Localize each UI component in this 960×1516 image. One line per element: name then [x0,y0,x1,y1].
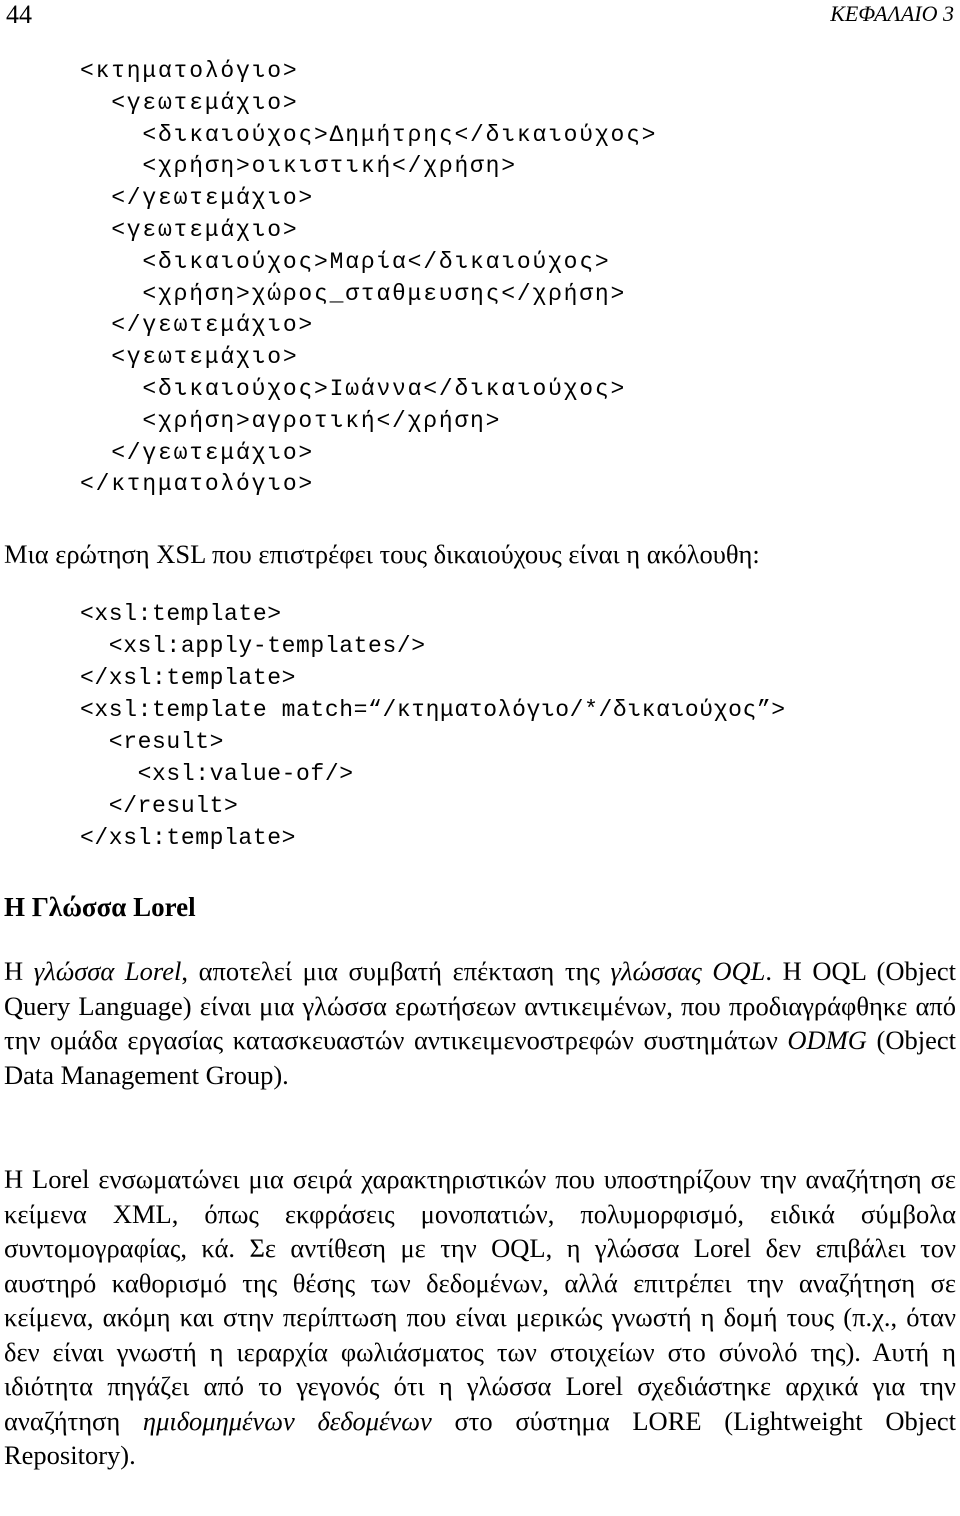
text-run: , αποτελεί μια συμβατή επέκταση της [181,956,611,986]
code-line: </result> [80,793,239,819]
code-line: <xsl:apply-templates/> [80,633,426,659]
chapter-title: ΚΕΦΑΛΑΙΟ 3 [830,1,954,26]
xsl-code-block [80,598,786,854]
intro-paragraph: Μια ερώτηση XSL που επιστρέφει τους δικαιούχους είναι η ακόλουθη: [4,539,760,569]
italic-term: γλώσσας OQL [610,956,766,986]
code-line: <xsl:template> [80,601,282,627]
code-line: </xsl:template> [80,825,297,851]
code-line: </γεωτεμάχιο> [80,312,315,339]
text-run: Η [4,956,34,986]
code-line: </κτηματολόγιο> [80,471,315,498]
body-paragraph [4,954,956,1092]
italic-term: ODMG [787,1025,867,1055]
code-line: <δικαιούχος>Δημήτρης</δικαιούχος> [80,121,658,148]
italic-term: ημιδομημένων δεδομένων [142,1405,432,1436]
code-line: <xsl:template match=“/κτηματολόγιο/*/δικαιούχος”> [80,697,786,723]
code-line: <γεωτεμάχιο> [80,216,299,243]
code-line: <δικαιούχος>Ιωάννα</δικαιούχος> [80,375,627,402]
code-line: <γεωτεμάχιο> [80,344,299,371]
code-line: </γεωτεμάχιο> [80,439,315,466]
text-run: (Object Data Management Group). [4,1025,956,1090]
code-line: </γεωτεμάχιο> [80,185,315,212]
xml-code-block [80,56,657,501]
code-line: <result> [80,729,225,755]
code-line: <χρήση>οικιστική</χρήση> [80,153,517,180]
code-line: <χρήση>χώρος_σταθμευσης</χρήση> [80,280,627,307]
page-number: 44 [6,0,32,29]
section-heading: Η Γλώσσα Lorel [4,892,196,922]
code-line: <δικαιούχος>Μαρία</δικαιούχος> [80,248,611,275]
code-line: <χρήση>αγροτική</χρήση> [80,407,502,434]
code-line: <γεωτεμάχιο> [80,89,299,116]
code-line: <κτηματολόγιο> [80,58,299,84]
italic-term: γλώσσα Lorel [33,956,182,986]
code-line: </xsl:template> [80,665,297,691]
text-run: . Η OQL (Object Query Language) είναι μια γλώσσα ερωτήσεων αντικειμένων, που προδιαγράφθηκε από την ομάδα εργασίας κατασκευαστών αντικειμενοστρεφών συστημάτων [4,956,956,1055]
body-paragraph [4,1162,956,1473]
text-run: Η Lorel ενσωματώνει μια σειρά χαρακτηριστικών που υποστηρίζουν την αναζήτηση σε κείμενα XML, όπως εκφράσεις μονοπατιών, πολυμορφισμό, ειδικά σύμβολα συντομογραφίας, κά. Σε αντίθεση με την OQL, η γλώσσα Lorel δεν επιβάλει τον αυστηρό καθορισμό της θέσης των δεδομένων, αλλά επιτρέπει την αναζήτηση σε κείμενα, ακόμη και στην περίπτωση που είναι μερικώς γνωστή η δομή τους (π.χ., όταν δεν είναι γνωστή η ιεραρχία φωλιάσματος των στοιχείων στο σύνολό της). Αυτή η ιδιότητα πηγάζει από το γεγονός ότι η γλώσσα Lorel σχεδιάστηκε αρχικά για την αναζήτηση [4,1164,956,1436]
text-run: στο σύστημα LORE (Lightweight Object Repository). [4,1405,956,1470]
code-line: <xsl:value-of/> [80,761,354,787]
